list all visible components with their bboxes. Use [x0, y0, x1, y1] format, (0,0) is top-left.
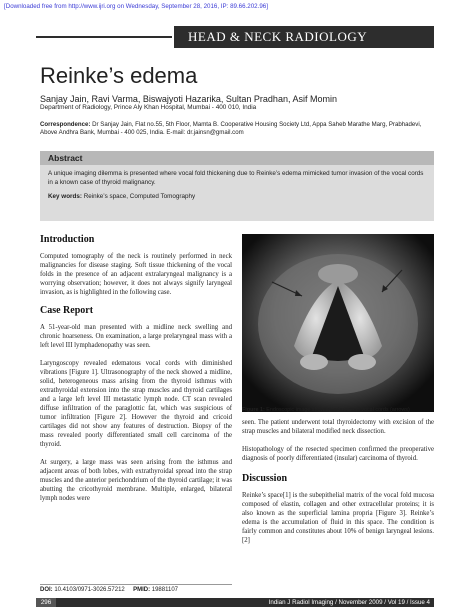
abstract-heading: Abstract — [40, 151, 434, 165]
keywords — [40, 187, 434, 200]
correspondence — [40, 121, 434, 138]
case-report-heading: Case Report — [40, 305, 94, 316]
doi-line — [40, 584, 232, 593]
section-label: HEAD & NECK RADIOLOGY — [174, 26, 434, 48]
introduction-text: Computed tomography of the neck is routinely performed in neck malignancies for disease staging. Soft tissue thickening of the vocal folds in the presence of an adjacent extralaryngeal malignancy is a worrying observation; however, it does not always signify laryngeal invasion, as is highlighted in the following case. — [40, 253, 232, 296]
case-report-para1: A 51-year-old man presented with a midline neck swelling and chronic hoarseness. On examination, a large prelaryngeal mass with a left level III lymphadenopathy was seen. — [40, 324, 232, 349]
introduction-heading: Introduction — [40, 234, 95, 245]
abstract-text: A unique imaging dilemma is presented where vocal fold thickening due to Reinke’s edema mimicked tumor invasion of the vocal cords in a known case of thyroid malignancy. — [48, 170, 424, 186]
left-column — [40, 234, 232, 503]
correspondence-label: Correspondence: — [40, 121, 91, 128]
abstract-box — [40, 151, 434, 221]
figure-1-label: Figure 1: — [242, 407, 265, 413]
figure-1-caption-text: Endoscopic image showing edematous vocal cords (arrows) — [264, 407, 410, 413]
discussion-heading: Discussion — [242, 473, 288, 484]
banner-rule — [36, 36, 172, 38]
doi-value: 10.4103/0971-3026.57212 — [52, 587, 125, 593]
department: Department of Radiology, Prince Aly Khan Hospital, Mumbai - 400 010, India — [40, 104, 257, 111]
page-number: 296 — [36, 598, 56, 607]
right-column — [242, 418, 434, 545]
right-col-para2: Histopathology of the resected specimen confirmed the preoperative diagnosis of poorly differentiated (insular) carcinoma of thyroid. — [242, 446, 434, 462]
figure-1-caption — [242, 407, 434, 413]
article-title: Reinke’s edema — [40, 63, 198, 88]
discussion-text: Reinke’s space[1] is the subepithelial matrix of the vocal fold mucosa composed of elastin, collagen and other extracellular proteins; it is also known as the superficial lamina propria [Figure 3]. Reinke’s edema is the accumulation of fluid in this space. The condition is fairly common and constitutes about 10% of benign laryngeal lesions.[2] — [242, 492, 434, 544]
pmid-value: 19881107 — [150, 587, 179, 593]
footer-bar — [36, 598, 434, 607]
case-report-para2: Laryngoscopy revealed edematous vocal cords with diminished vibrations [Figure 1]. Ultrasonography of the neck showed a midline, solid, heterogeneous mass arising from the thyroid isthmus with extrathyroidal extension into the strap muscles and thyroid cartilages and a large left level III metastatic lymph node. CT scan revealed diffuse infiltration of the paraglottic fat, which was suspicious of tumor infiltration [Figure 2]. However the thyroid and cricoid cartilages did not show any features of destruction. Biopsy of the mass revealed poorly differentiated small cell carcinoma of the thyroid. — [40, 360, 232, 448]
journal-citation: Indian J Radiol Imaging / November 2009 / Vol 19 / Issue 4 — [268, 599, 430, 606]
authors: Sanjay Jain, Ravi Varma, Biswajyoti Hazarika, Sultan Pradhan, Asif Momin — [40, 94, 337, 104]
download-notice: [Downloaded free from http://www.ijri.org on Wednesday, September 28, 2016, IP: 89.66.202.96] — [4, 3, 268, 10]
figure-1-image — [242, 234, 434, 412]
case-report-para3: At surgery, a large mass was seen arising from the isthmus and adjacent areas of both lobes, with extrathyroidal spread into the strap muscles and the anterior perichondrium of the thyroid cartilage; it was abutting the cricothyroid membrane. Multiple, enlarged, bilateral lymph nodes were — [40, 459, 232, 502]
keywords-label: Key words: — [48, 193, 82, 200]
correspondence-text: Dr Sanjay Jain, Flat no.55, 5th Floor, Mamta B. Cooperative Housing Society Ltd, Appa Saheb Marathe Marg, Prabhadevi, Above Andhra Bank, Mumbai - 400 025, India. E-mail: dr.jainsn@gmail.com — [40, 121, 422, 137]
pmid-label: PMID: — [133, 587, 151, 593]
doi-label: DOI: — [40, 587, 53, 593]
right-col-para1: seen. The patient underwent total thyroidectomy with excision of the strap muscles and bilateral modified neck dissection. — [242, 419, 434, 435]
keywords-text: Reinke’s space, Computed Tomography — [81, 193, 196, 200]
section-banner — [36, 26, 434, 48]
